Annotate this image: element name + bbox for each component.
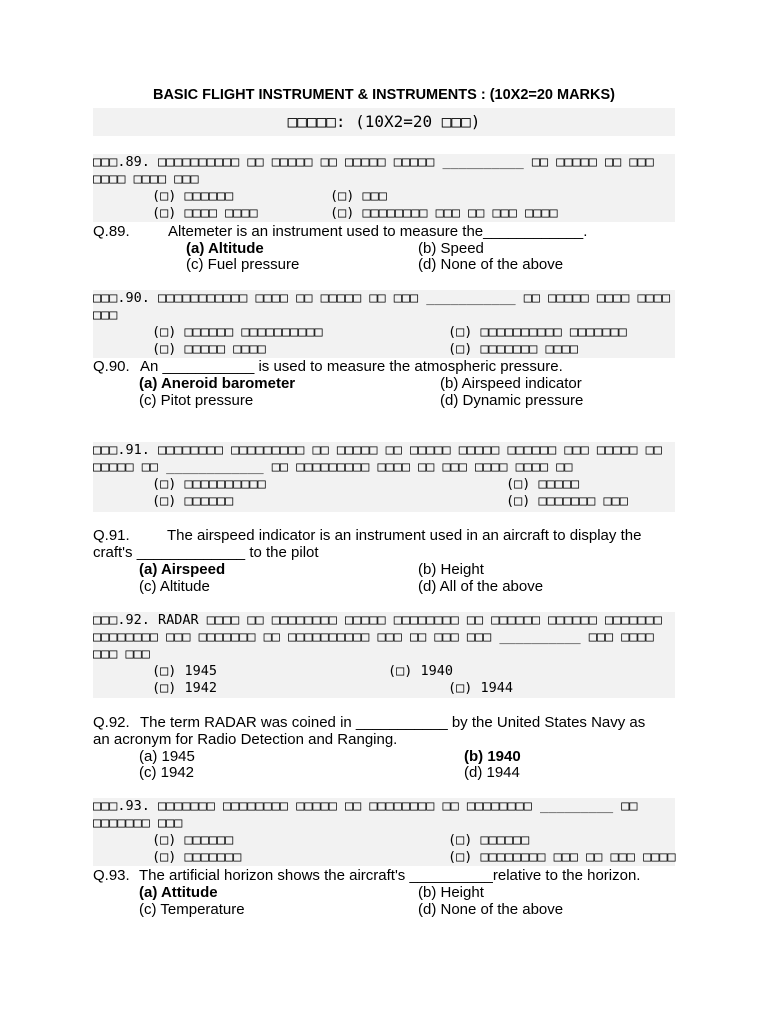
question-91-text: craft's _____________ to the pilot <box>93 544 319 561</box>
question-92-hindi-line: □□□□□□□□ □□□ □□□□□□□ □□ □□□□□□□□□□ □□□ □□ □□□ □□□ __________ □□□ □□□□ <box>93 629 654 645</box>
question-92-option-b: (b) 1940 <box>464 748 521 765</box>
question-90-option-c: (c) Pitot pressure <box>139 392 254 409</box>
question-91-option-c: (c) Altitude <box>139 578 210 595</box>
question-93-hindi-line: □□□□□□□ □□□ <box>93 815 183 831</box>
question-89-hindi-option-a: (□) □□□□□□ <box>152 188 234 204</box>
question-93-text: The artificial horizon shows the aircraft's __________relative to the horizon. <box>139 867 641 884</box>
question-89-text: Altemeter is an instrument used to measure the____________. <box>168 223 588 240</box>
question-92-number: Q.92. <box>93 714 130 731</box>
question-90-hindi-option-a: (□) □□□□□□ □□□□□□□□□□ <box>152 324 323 340</box>
question-90-hindi-option-d: (□) □□□□□□□ □□□□ <box>448 341 579 357</box>
question-93-option-a: (a) Attitude <box>139 884 218 901</box>
question-90-hindi-line: □□□ <box>93 307 118 323</box>
question-89-hindi-line: □□□.89. □□□□□□□□□□ □□ □□□□□ □□ □□□□□ □□□□□ __________ □□ □□□□□ □□ □□□ <box>93 154 654 170</box>
question-93-hindi-option-b: (□) □□□□□□ <box>448 832 530 848</box>
question-92-option-c: (c) 1942 <box>139 764 195 781</box>
question-91-option-d: (d) All of the above <box>418 578 544 595</box>
question-92-hindi-option-b: (□) 1940 <box>388 663 454 679</box>
question-90-hindi-option-c: (□) □□□□□ □□□□ <box>152 341 266 357</box>
question-92-text: an acronym for Radio Detection and Ranging. <box>93 731 398 748</box>
question-91-option-a: (a) Airspeed <box>139 561 226 578</box>
question-90-text: An ___________ is used to measure the atmospheric pressure. <box>140 358 563 375</box>
question-89-hindi-line: □□□□ □□□□ □□□ <box>93 171 199 187</box>
question-89-hindi-option-c: (□) □□□□ □□□□ <box>152 205 258 221</box>
question-92-hindi-line: □□□.92. RADAR □□□□ □□ □□□□□□□□ □□□□□ □□□□□□□□ □□ □□□□□□ □□□□□□ □□□□□□□ <box>93 612 662 628</box>
question-91-hindi-option-a: (□) □□□□□□□□□□ <box>152 476 266 492</box>
question-90-hindi-line: □□□.90. □□□□□□□□□□□ □□□□ □□ □□□□□ □□ □□□ ___________ □□ □□□□□ □□□□ □□□□ <box>93 290 671 306</box>
question-93-hindi-line: □□□.93. □□□□□□□ □□□□□□□□ □□□□□ □□ □□□□□□□□ □□ □□□□□□□□ _________ □□ <box>93 798 638 814</box>
question-93-hindi-option-a: (□) □□□□□□ <box>152 832 234 848</box>
question-90-number: Q.90. <box>93 358 130 375</box>
question-93-option-c: (c) Temperature <box>139 901 245 918</box>
question-92-hindi-option-c: (□) 1942 <box>152 680 218 696</box>
question-91-option-b: (b) Height <box>418 561 484 578</box>
question-93-option-b: (b) Height <box>418 884 484 901</box>
question-93-hindi-option-c: (□) □□□□□□□ <box>152 849 242 865</box>
question-90-hindi-option-b: (□) □□□□□□□□□□ □□□□□□□ <box>448 324 627 340</box>
question-93-hindi-option-d: (□) □□□□□□□□ □□□ □□ □□□ □□□□ <box>448 849 676 865</box>
question-91-hindi-option-b: (□) □□□□□ <box>506 476 580 492</box>
question-89-option-a: (a) Altitude <box>186 240 264 257</box>
question-90-option-b: (b) Airspeed indicator <box>440 375 582 392</box>
question-89-hindi-option-b: (□) □□□ <box>330 188 387 204</box>
question-92-option-d: (d) 1944 <box>464 764 520 781</box>
question-91-hindi-line: □□□□□ □□ ____________ □□ □□□□□□□□□ □□□□ □□ □□□ □□□□ □□□□ □□ <box>93 459 573 475</box>
question-89-option-c: (c) Fuel pressure <box>186 256 300 273</box>
question-92-text: The term RADAR was coined in ___________ by the United States Navy as <box>140 714 646 731</box>
question-91-hindi-line: □□□.91. □□□□□□□□ □□□□□□□□□ □□ □□□□□ □□ □□□□□ □□□□□ □□□□□□ □□□ □□□□□ □□ <box>93 442 662 458</box>
question-91-hindi-option-d: (□) □□□□□□□ □□□ <box>506 493 628 509</box>
question-89-option-b: (b) Speed <box>418 240 484 257</box>
question-91-hindi-option-c: (□) □□□□□□ <box>152 493 234 509</box>
page-title: BASIC FLIGHT INSTRUMENT & INSTRUMENTS : (10X2=20 MARKS) <box>152 87 616 103</box>
question-92-hindi-option-d: (□) 1944 <box>448 680 514 696</box>
question-92-hindi-line: □□□ □□□ <box>93 646 150 662</box>
question-89-option-d: (d) None of the above <box>418 256 564 273</box>
question-91-number: Q.91. <box>93 527 130 544</box>
question-93-number: Q.93. <box>93 867 130 884</box>
question-90-option-d: (d) Dynamic pressure <box>440 392 584 409</box>
page-subtitle-hindi: □□□□□: (10X2=20 □□□) <box>287 112 481 131</box>
question-92-option-a: (a) 1945 <box>139 748 195 765</box>
question-89-hindi-option-d: (□) □□□□□□□□ □□□ □□ □□□ □□□□ <box>330 205 558 221</box>
question-92-hindi-option-a: (□) 1945 <box>152 663 218 679</box>
question-91-text: The airspeed indicator is an instrument used in an aircraft to display the <box>167 527 642 544</box>
question-89-number: Q.89. <box>93 223 130 240</box>
question-90-option-a: (a) Aneroid barometer <box>139 375 296 392</box>
question-93-option-d: (d) None of the above <box>418 901 564 918</box>
